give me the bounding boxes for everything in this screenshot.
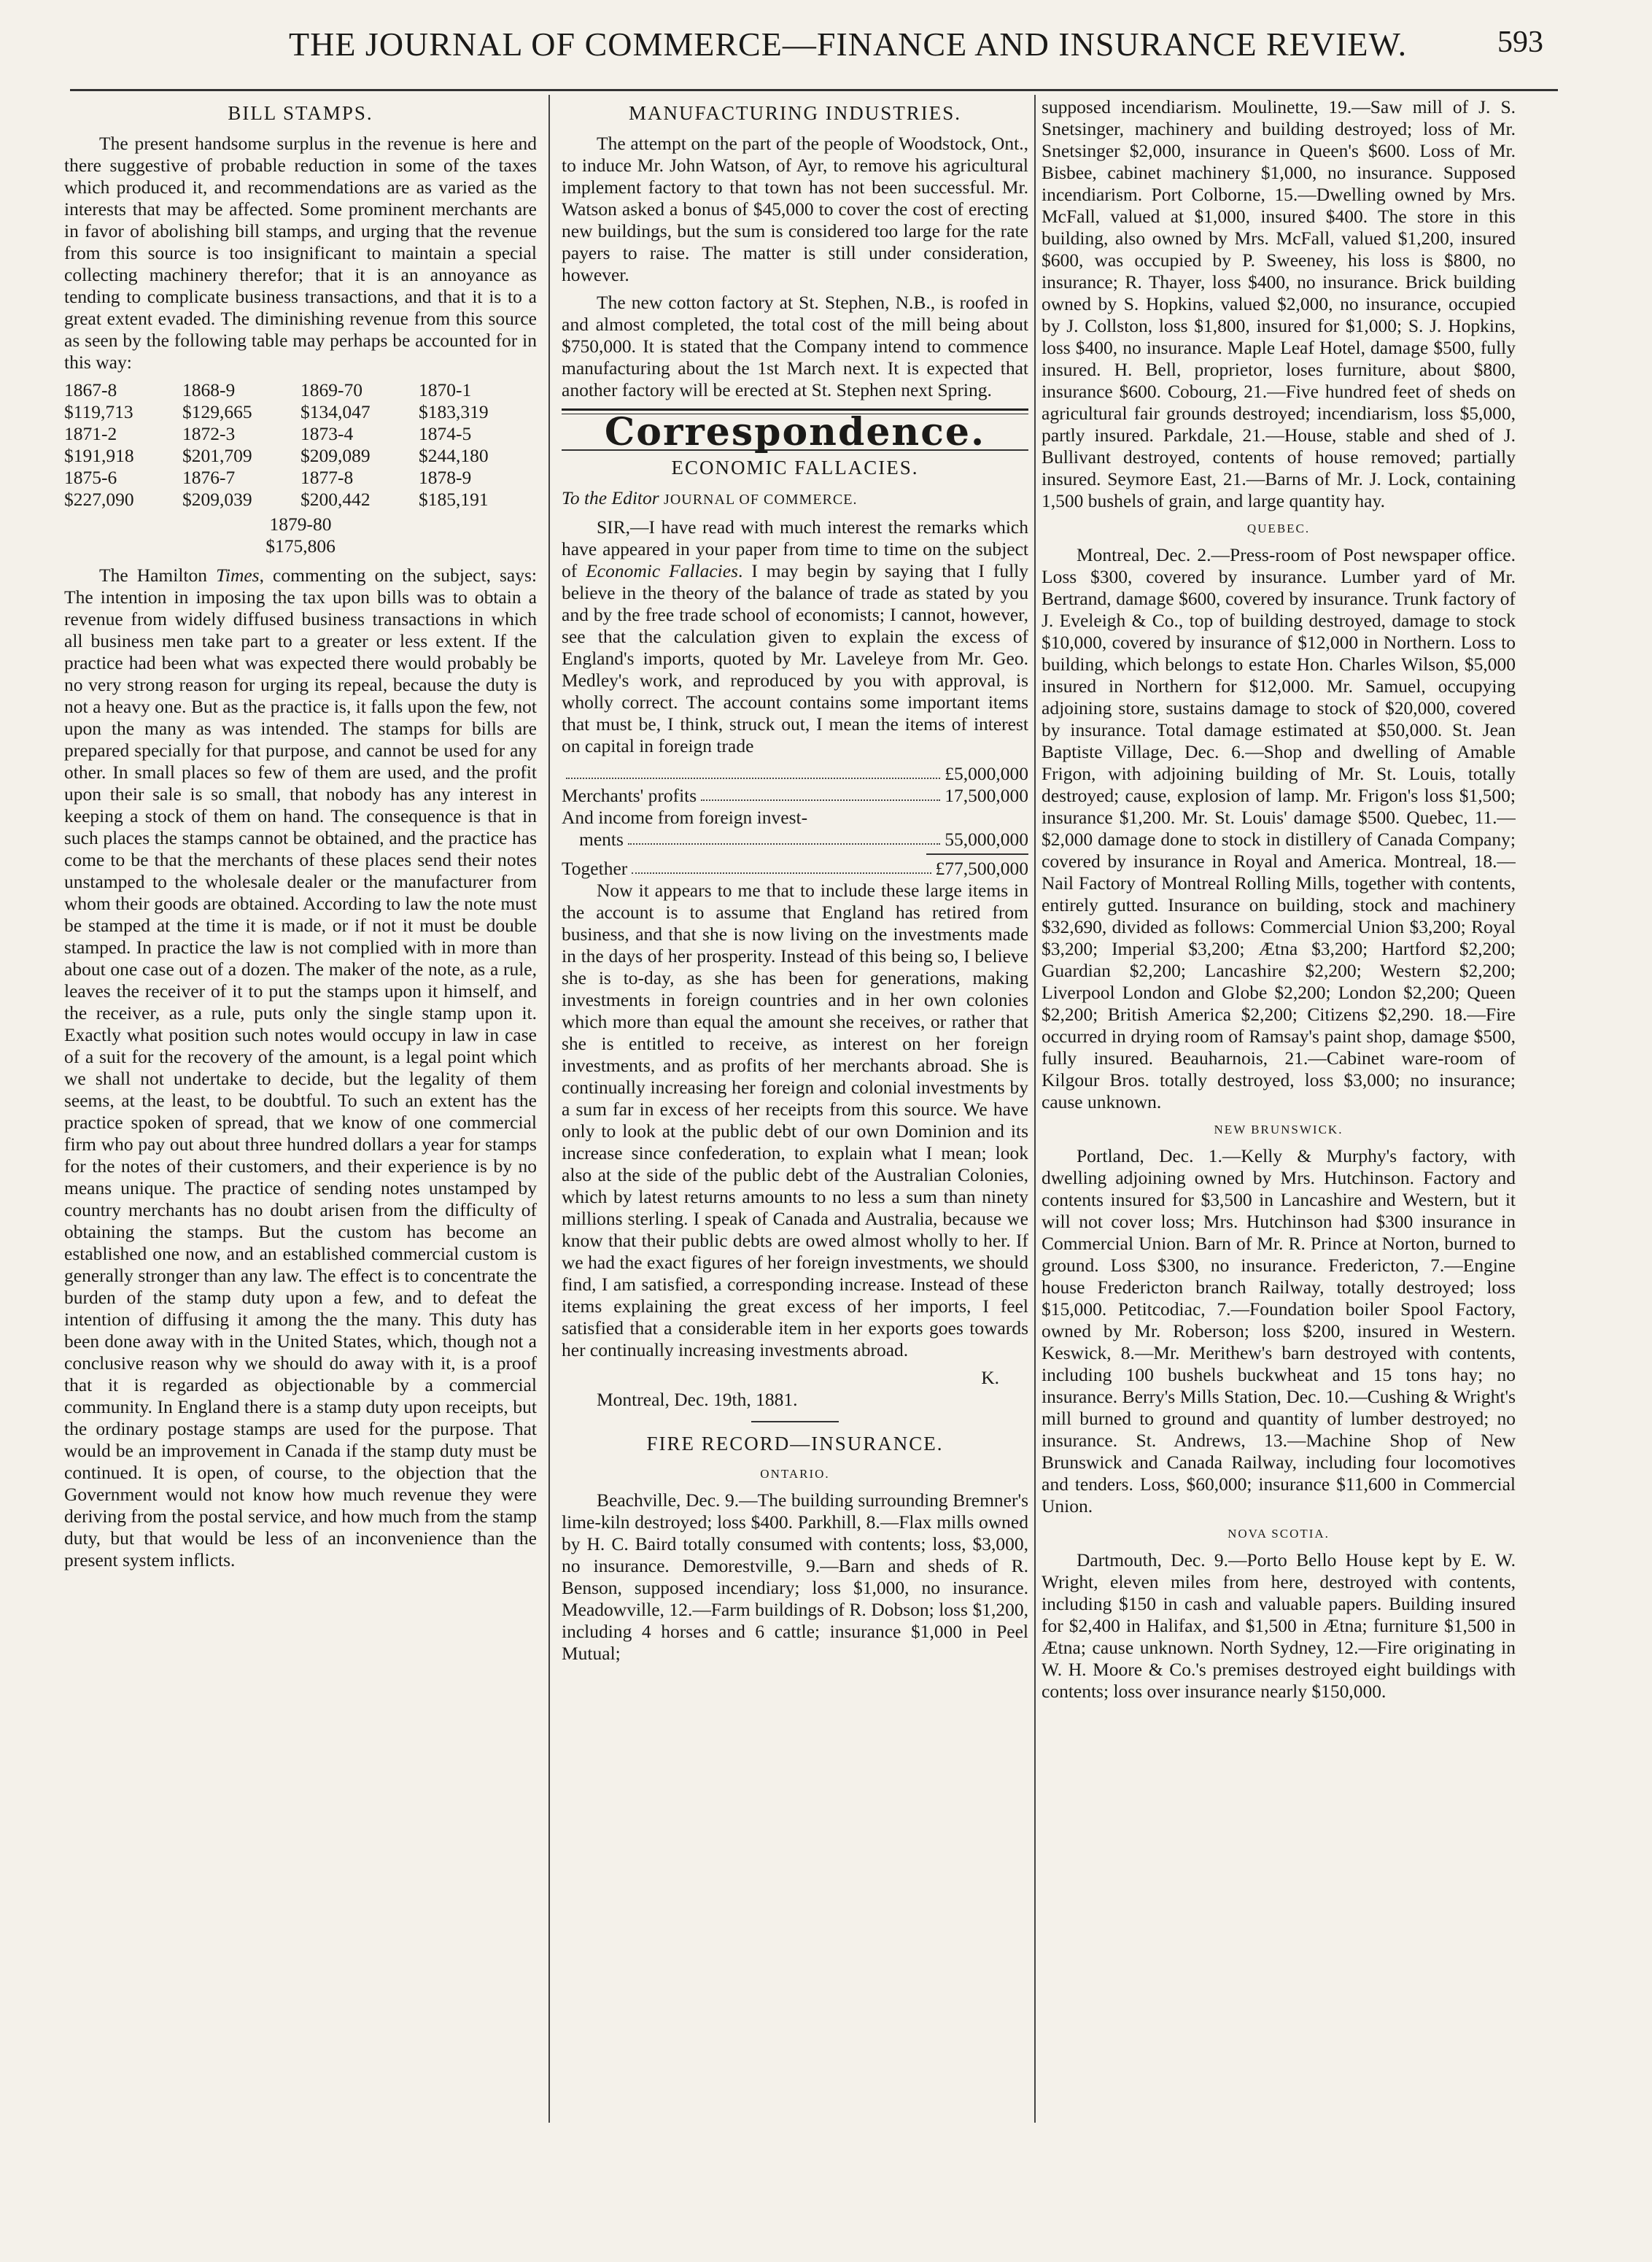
manufacturing-paragraph-1: The attempt on the part of the people of Woodstock, Ont., to induce Mr. John Watson, of Ayr, to remove his agricultural implement factory to that town has not been successful. Mr. Watson asked a bonus of $45,000 to cover the cost of erecting new buildings, but the sum is considered too large for the rate payers to raise. The matter is still under consideration, however. bbox=[562, 133, 1028, 285]
last-year-value: $175,806 bbox=[265, 535, 336, 557]
revenue-row bbox=[64, 445, 537, 467]
letter-paragraph-2: Now it appears to me that to include these large items in the account is to assume that England has retired from business, and that she is now living on the investments made in the days of her prosperity. Instead of this being so, I believe she is to-day, as she has been for generations, making investments in foreign countries and in her own colonies which more than equal the amount she receives, or rather that she is entitled to receive, as interest on her foreign investments, and as profits of her merchants abroad. She is continually increasing her foreign and colonial investments by a sum far in excess of her receipts from this source. We have only to look at the public debt of our own Dominion and its increase since confederation, to explain what I mean; look also at the side of the public debt of the Australian Colonies, which by latest returns amounts to no less a sum than ninety millions sterling. I speak of Canada and Australia, because we know that their public debts are owed almost wholly to her. If we had the exact figures of her foreign investments, we should find, I am satisfied, a corresponding increase. Instead of these items explaining the great excess of her imports, I feel satisfied that a considerable item in her exports goes towards her continually increasing investments abroad. bbox=[562, 880, 1028, 1360]
ledger-line-income: ments 55,000,000 bbox=[579, 829, 1028, 850]
revenue-cell: $183,319 bbox=[419, 401, 489, 422]
revenue-row bbox=[64, 467, 537, 489]
ledger-line-profits: Merchants' profits 17,500,000 bbox=[562, 785, 1028, 806]
column-divider-1 bbox=[548, 95, 550, 2123]
correspondence-title: Correspondence. bbox=[604, 410, 986, 454]
fire-ontario-paragraph: Beachville, Dec. 9.—The building surrounding Bremner's lime-kiln destroyed; loss $400. Parkhill, 8.—Flax mills owned by H. C. Baird totally consumed with contents; loss, $3,000, no insurance. Demorestville, 9.—Barn and sheds of R. Benson, supposed incendiary; loss $1,000, no insurance. Meadowville, 12.—Farm buildings of R. Dobson; loss $1,200, including 4 horses and 6 cattle; insurance $1,000 in Peel Mutual; bbox=[562, 1490, 1028, 1664]
revenue-cell: $200,442 bbox=[300, 489, 371, 510]
ledger-sum-rule bbox=[926, 853, 1028, 855]
column-bill-stamps bbox=[64, 96, 537, 2219]
column-middle bbox=[562, 96, 1028, 2219]
hamilton-times-paragraph: The Hamilton Times, commenting on the subject, says: The intention in imposing the tax upon bills was to obtain a revenue from widely diffused business transactions in which all business men take part to a greater or less extent. If the practice had been what was expected there would probably be no very strong reason for urging its repeal, because the duty is not a heavy one. But as the practice is, it falls upon the few, not upon the many as was intended. The stamps for bills are prepared specially for that purpose, and cannot be used for any other. In small places so few of them are used, and the profit upon their sale is so small, that nobody has any interest in keeping a stock of them on hand. The consequence is that in such places the stamps cannot be obtained, and the practice has come to be that the merchants of these places send their notes unstamped to the wholesale dealer or the manufacturer from whom their goods are obtained. According to law the note must be stamped at the time it is made, or if not it must be double stamped. In practice the law is not complied with in more than about one case out of a dozen. The maker of the note, as a rule, leaves the receiver of it to put the stamps upon it himself, and the receiver, as a rule, puts only the single stamp upon it. Exactly what position such notes would occupy in law in case of a suit for the recovery of the amount, is a legal point which we shall not undertake to decide, but the legality of them seems, at the least, to be doubtful. To such an extent has the practice spoken of spread, that we know of one commercial firm who pay out about three hundred dollars a year for stamps for the notes of their customers, and their experience is by no means unique. The practice of sending notes unstamped by country merchants has no doubt arisen from the difficulty of obtaining the stamps. But the custom has become an established one now, and an established commercial custom is generally stronger than any law. The effect is to concentrate the burden of the stamp duty upon a few, and to defeat the intention of diffusing it among the the many. This duty has been done away with in the United States, which, though not a conclusive reason why we should do away with it, is a proof that it is regarded as objectionable by a commercial community. In England there is a stamp duty upon receipts, but the ordinary postage stamps are used for the purpose. That would be an improvement in Canada if the stamp duty must be continued. It is open, of course, to the objection that the Government would not know how much revenue they were deriving from the postal service, and how much from the stamp duty, but that would be less of an inconvenience than the present system inflicts. bbox=[64, 565, 537, 1570]
fire-ontario-continued: supposed incendiarism. Moulinette, 19.—Saw mill of J. S. Snetsinger, machinery and building destroyed; loss of Mr. Snetsinger $2,000, insurance in Queen's $600. Loss of Mr. Bisbee, cabinet machinery $1,000, no insurance. Supposed incendiarism. Port Colborne, 15.—Dwelling owned by Mrs. McFall, valued at $1,000, insured $400. The store in this building, also owned by Mrs. McFall, valued $1,200, insured $600, was occupied by P. Sweeney, his loss is $800, no insurance; R. Thayer, loss $400, no insurance. Brick building owned by S. Hopkins, valued $2,000, no insurance, occupied by J. Collston, loss $1,800, insured for $1,000; S. J. Hopkins, loss $400, no insurance. Maple Leaf Hotel, damage $500, fully insured. H. Bell, proprietor, loses furniture, about $800, insurance $600. Cobourg, 21.—Five hundred feet of sheds on agricultural fair grounds destroyed; incendiarism, loss $5,000, partly insured. Parkdale, 21.—House, stable and shed of J. Bullivant destroyed, contents of house removed; partially insured. Seymore East, 21.—Barns of Mr. J. Lock, containing 1,500 bushels of grain, and large quantity hay. bbox=[1042, 96, 1516, 511]
new-brunswick-subheading: NEW BRUNSWICK. bbox=[1214, 1123, 1343, 1136]
bill-stamp-revenue-table bbox=[64, 379, 537, 511]
bill-stamps-intro: The present handsome surplus in the revenue is here and there suggestive of probable reduction in some of the taxes which produced it, and recommendations are as varied as the interests that may be affected. Some prominent merchants are in favor of abolishing bill stamps, and urging that the revenue from this source is too insignificant to maintain a special collecting machinery therefor; that it is an annoyance as tending to complicate business transactions, and that it is to a great extent evaded. The diminishing revenue from this source as seen by the following table may perhaps be accounted for in this way: bbox=[64, 133, 537, 373]
revenue-cell: 1867-8 bbox=[64, 379, 117, 400]
nova-scotia-subheading: NOVA SCOTIA. bbox=[1228, 1527, 1330, 1541]
journal-title: THE JOURNAL OF COMMERCE—FINANCE AND INSURANCE REVIEW. bbox=[289, 26, 1408, 63]
revenue-cell: $209,089 bbox=[300, 445, 371, 466]
bill-stamps-heading: BILL STAMPS. bbox=[228, 102, 373, 124]
quebec-subheading: QUEBEC. bbox=[1246, 522, 1311, 535]
manufacturing-heading: MANUFACTURING INDUSTRIES. bbox=[628, 102, 961, 124]
revenue-cell: $134,047 bbox=[300, 401, 371, 422]
ledger-total: Together £77,500,000 bbox=[562, 858, 1028, 879]
letter-paragraph-1: SIR,—I have read with much interest the remarks which have appeared in your paper from time to time on the subject of Economic Fallacies. I may begin by saying that I fully believe in the theory of the balance of trade as stated by you and by the free trade school of economists; I cannot, however, see that the calculation given to explain the excess of England's imports, quoted by Mr. Laveleye from Mr. Geo. Medley's work, and reproduced by you with approval, is wholly correct. The account contains some important items that must be, I think, struck out, I mean the items of interest on capital in foreign trade bbox=[562, 516, 1028, 756]
fire-new-brunswick-paragraph: Portland, Dec. 1.—Kelly & Murphy's factory, with dwelling adjoining owned by Mrs. Hutchinson. Factory and contents insured for $3,500 in Lancashire and Western, but it will not cover loss; Mrs. Hutchinson had $300 insurance in Commercial Union. Barn of Mr. R. Prince at Norton, burned to ground. Loss $300, no insurance. Fredericton, 7.—Engine house Fredericton branch Railway, totally destroyed; loss $15,000. Petitcodiac, 7.—Foundation boiler Spool Factory, owned by Mr. Roberson; loss $200, insured in Western. Keswick, 8.—Mr. Merithew's barn destroyed with contents, including 100 bushels buckwheat and 15 tons hay; no insurance. Berry's Mills Station, Dec. 10.—Cushing & Wright's mill burned to ground and quantity of lumber destroyed; no insurance. St. Andrews, 13.—Machine Shop of New Brunswick and Canada Railway, including four locomotives and tenders. Loss, $60,000; insurance $11,600 in Commercial Union. bbox=[1042, 1145, 1516, 1517]
revenue-cell: $119,713 bbox=[64, 401, 133, 422]
revenue-cell: 1874-5 bbox=[419, 423, 472, 444]
revenue-cell: 1870-1 bbox=[419, 379, 472, 400]
fire-record-heading: FIRE RECORD—INSURANCE. bbox=[646, 1433, 944, 1455]
short-rule bbox=[751, 1421, 839, 1422]
economic-fallacies-heading: ECONOMIC FALLACIES. bbox=[671, 457, 919, 479]
page-number: 593 bbox=[1497, 26, 1543, 59]
revenue-cell: $191,918 bbox=[64, 445, 134, 466]
revenue-cell: 1878-9 bbox=[419, 467, 472, 488]
last-year-label: 1879-80 bbox=[269, 514, 332, 535]
revenue-cell: $129,665 bbox=[182, 401, 252, 422]
page-header bbox=[70, 22, 1558, 66]
revenue-cell: $209,039 bbox=[182, 489, 252, 510]
letter-signature: K. bbox=[981, 1367, 999, 1388]
revenue-cell: $244,180 bbox=[419, 445, 489, 466]
revenue-cell: 1871-2 bbox=[64, 423, 117, 444]
manufacturing-paragraph-2: The new cotton factory at St. Stephen, N.B., is roofed in and almost completed, the total cost of the mill being about $750,000. It is stated that the Company intend to commence manufacturing about the 1st March next. It is expected that another factory will be erected at St. Stephen next Spring. bbox=[562, 292, 1028, 400]
revenue-row bbox=[64, 401, 537, 423]
revenue-cell: 1875-6 bbox=[64, 467, 117, 488]
ledger-line-income-label: And income from foreign invest- bbox=[562, 807, 808, 828]
header-rule bbox=[70, 89, 1558, 91]
revenue-cell: $227,090 bbox=[64, 489, 134, 510]
fire-quebec-paragraph: Montreal, Dec. 2.—Press-room of Post newspaper office. Loss $300, covered by insurance. Lumber yard of Mr. Bertrand, damage $600, covered by insurance. Trunk factory of J. Eveleigh & Co., top of building destroyed, damage to stock $10,000, covered by insurance of $12,000 in Northern. Loss to building, which belongs to estate Hon. Charles Wilson, $5,000 insured in Northern for $12,000. Mr. Samuel, occupying adjoining store, sustains damage to stock of $20,000, covered by insurance. Total damage estimated at $50,000. St. Jean Baptiste Village, Dec. 6.—Shop and dwelling of Amable Frigon, with adjoining building of Mr. St. Louis, totally destroyed; cause, explosion of lamp. Mr. Frigon's loss $1,500; insurance $1,200. Mr. St. Louis' damage $500. Quebec, 11.—$2,000 damage done to stock in distillery of Canada Company; covered by insurance in Royal and America. Montreal, 18.—Nail Factory of Montreal Rolling Mills, together with contents, entirely gutted. Insurance on building, stock and machinery $32,690, divided as follows: Commercial Union $3,200; Royal $3,200; Imperial $3,200; Ætna $3,200; Hartford $2,200; Guardian $2,200; Lancashire $2,200; Western $2,200; Liverpool London and Globe $2,200; London $2,200; Queen $2,200; British America $2,200; Citizens $2,290. 18.—Fire occurred in drying room of Ramsay's paint shop, damage $500, fully insured. Beauharnois, 21.—Cabinet ware-room of Kilgour Bros. totally destroyed, loss $3,000; no insurance; cause unknown. bbox=[1042, 544, 1516, 1112]
revenue-row bbox=[64, 423, 537, 445]
ledger-line-interest: £5,000,000 bbox=[562, 763, 1028, 785]
revenue-row bbox=[64, 489, 537, 511]
revenue-cell: 1877-8 bbox=[300, 467, 354, 488]
revenue-cell: 1873-4 bbox=[300, 423, 354, 444]
revenue-cell: $185,191 bbox=[419, 489, 489, 510]
fire-nova-scotia-paragraph: Dartmouth, Dec. 9.—Porto Bello House kept by E. W. Wright, eleven miles from here, destroyed with contents, including $150 in cash and valuable papers. Building insured for $2,400 in Halifax, and $1,500 in Ætna; furniture $1,500 in Ætna; cause unknown. North Sydney, 12.—Fire originating in W. H. Moore & Co.'s premises destroyed eight buildings with contents; loss over insurance nearly $150,000. bbox=[1042, 1549, 1516, 1702]
ontario-subheading: ONTARIO. bbox=[760, 1467, 830, 1481]
revenue-cell: 1876-7 bbox=[182, 467, 236, 488]
letter-dateline: Montreal, Dec. 19th, 1881. bbox=[597, 1389, 798, 1410]
revenue-row bbox=[64, 379, 537, 401]
revenue-cell: 1868-9 bbox=[182, 379, 236, 400]
revenue-cell: 1869-70 bbox=[300, 379, 362, 400]
revenue-cell: $201,709 bbox=[182, 445, 252, 466]
column-divider-2 bbox=[1034, 95, 1036, 2123]
revenue-cell: 1872-3 bbox=[182, 423, 236, 444]
letter-salutation: To the Editor JOURNAL OF COMMERCE. bbox=[562, 487, 858, 508]
column-fire-record bbox=[1042, 96, 1516, 2219]
